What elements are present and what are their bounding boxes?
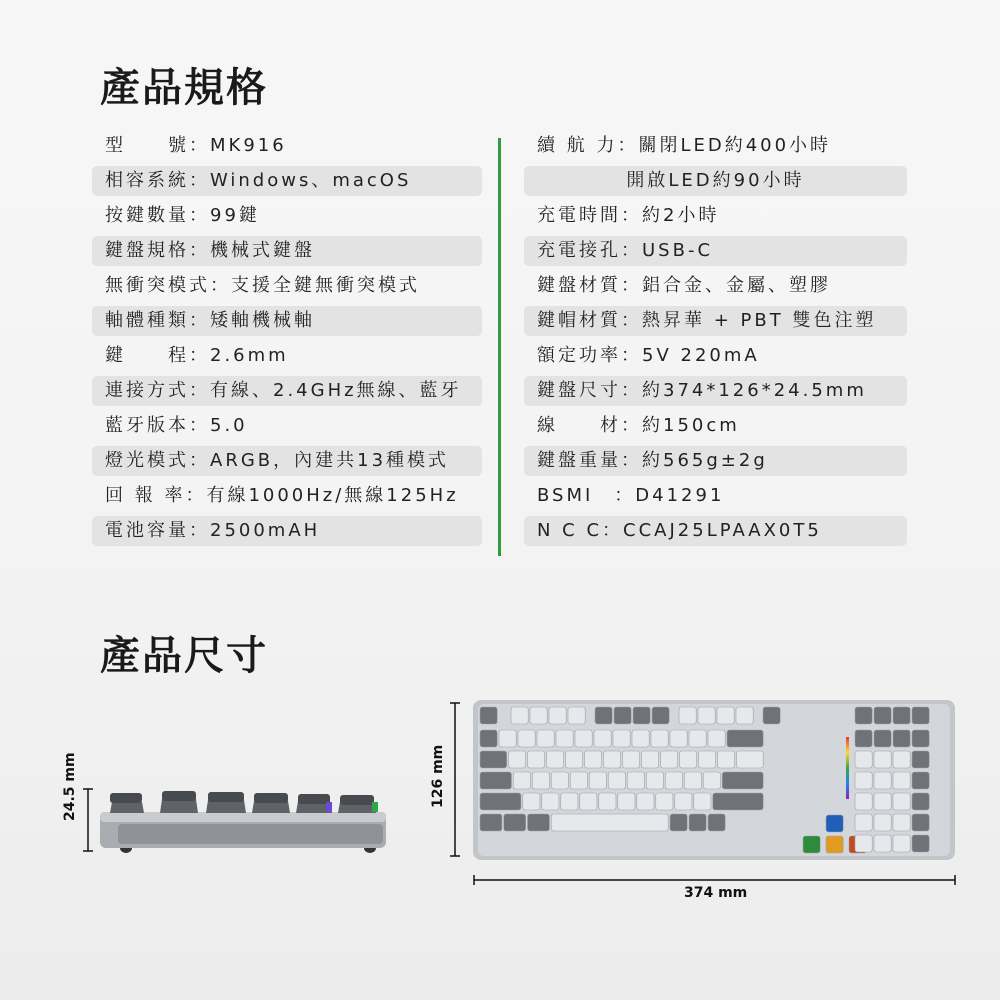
keycap (651, 730, 668, 747)
keycap (646, 772, 663, 789)
spec-row: 藍牙版本：5.0 (105, 415, 248, 436)
keycap (893, 793, 910, 810)
keycap (874, 730, 891, 747)
keycap (763, 707, 780, 724)
keycap (608, 772, 625, 789)
keycap (826, 836, 843, 853)
keycap (518, 730, 535, 747)
spec-row: 軸體種類：矮軸機械軸 (92, 306, 482, 336)
spec-row: 無衝突模式：支援全鍵無衝突模式 (105, 275, 420, 296)
keycap (855, 835, 872, 852)
length-dimension-bracket (474, 875, 955, 885)
height-dimension-label: 24.5 mm (62, 752, 78, 821)
keycap (504, 814, 526, 831)
spec-section-title: 產品規格 (100, 65, 268, 111)
keycap (912, 793, 929, 810)
keycap (480, 814, 502, 831)
keycap (566, 751, 583, 768)
keycap (532, 772, 549, 789)
keycap (713, 793, 763, 810)
keycap (874, 835, 891, 852)
keycap (523, 793, 540, 810)
spec-row: 鍵盤規格：機械式鍵盤 (92, 236, 482, 266)
spec-row: 鍵盤重量：約565g±2g (524, 446, 907, 476)
keycap (509, 751, 526, 768)
keycap (599, 793, 616, 810)
keycap (684, 772, 701, 789)
keycap (826, 815, 843, 832)
spec-row: 相容系統：Windows、macOS (92, 166, 482, 196)
keycap (718, 751, 735, 768)
keycap (568, 707, 585, 724)
keyboard-side-view-image (100, 791, 386, 853)
spec-row: 回 報 率：有線1000Hz/無線125Hz (105, 485, 459, 506)
keycap (912, 707, 929, 724)
spec-row: 線 材：約150cm (537, 415, 740, 436)
keycap (679, 707, 696, 724)
keycap (670, 730, 687, 747)
spec-row: N C C：CCAJ25LPAAX0T5 (524, 516, 907, 546)
keycap (874, 793, 891, 810)
spec-row: 電池容量：2500mAH (92, 516, 482, 546)
keycap (551, 814, 668, 831)
spec-row: 充電時間：約2小時 (537, 205, 720, 226)
keycap (699, 751, 716, 768)
spec-row: 按鍵數量：99鍵 (105, 205, 260, 226)
keycap (618, 793, 635, 810)
keycap (736, 707, 753, 724)
keycap (556, 730, 573, 747)
keycap (675, 793, 692, 810)
keycap (537, 730, 554, 747)
keycap (549, 707, 566, 724)
keycap (670, 814, 687, 831)
spec-row: 充電接孔：USB-C (524, 236, 907, 266)
keycap (542, 793, 559, 810)
keycap (665, 772, 682, 789)
keycap (589, 772, 606, 789)
keycap (689, 730, 706, 747)
width-dimension-bracket (450, 703, 460, 856)
keycap (594, 730, 611, 747)
keycap (642, 751, 659, 768)
keycap (855, 814, 872, 831)
keycap (893, 835, 910, 852)
keycap (855, 730, 872, 747)
keycap (595, 707, 612, 724)
keycap (499, 730, 516, 747)
keycap (585, 751, 602, 768)
keycap (893, 772, 910, 789)
keycap (689, 814, 706, 831)
keycap (722, 772, 763, 789)
keycap (604, 751, 621, 768)
keycap (717, 707, 734, 724)
keycap (480, 751, 507, 768)
keycap (661, 751, 678, 768)
keycap (513, 772, 530, 789)
keycap (708, 814, 725, 831)
keycap (912, 835, 929, 852)
keycap (855, 772, 872, 789)
keycap (570, 772, 587, 789)
keycap (627, 772, 644, 789)
keycap (480, 730, 497, 747)
keycap (703, 772, 720, 789)
spec-row: 型 號：MK916 (105, 135, 287, 156)
keycap (680, 751, 697, 768)
keycap (480, 707, 497, 724)
keycap (708, 730, 725, 747)
spec-row: 連接方式：有線、2.4GHz無線、藍牙 (92, 376, 482, 406)
keycap (613, 730, 630, 747)
keycap (874, 751, 891, 768)
keycap (727, 730, 763, 747)
height-dimension-bracket (83, 789, 93, 851)
keycap (637, 793, 654, 810)
keycap (874, 772, 891, 789)
keycap (694, 793, 711, 810)
keycap (561, 793, 578, 810)
keycap (874, 814, 891, 831)
keycap (912, 730, 929, 747)
spec-row: 開啟LED約90小時 (524, 166, 907, 196)
keycap (480, 772, 511, 789)
spec-row: 鍵 程：2.6mm (105, 345, 289, 366)
keycap (874, 707, 891, 724)
spec-row: BSMI ：D41291 (537, 485, 725, 506)
keycap (528, 814, 550, 831)
keycap (580, 793, 597, 810)
keycap (614, 707, 631, 724)
keycap (547, 751, 564, 768)
spec-row: 額定功率：5V 220mA (537, 345, 760, 366)
keycap (623, 751, 640, 768)
keycap (656, 793, 673, 810)
keycap (893, 814, 910, 831)
keyboard-top-view-image (473, 700, 955, 860)
keycap (528, 751, 545, 768)
keycap (737, 751, 764, 768)
width-dimension-label: 126 mm (430, 744, 446, 808)
keycap (855, 793, 872, 810)
keycap (480, 793, 521, 810)
keycap (551, 772, 568, 789)
keycap (575, 730, 592, 747)
spec-row: 續 航 力：關閉LED約400小時 (537, 135, 832, 156)
keycap (803, 836, 820, 853)
keycap (893, 730, 910, 747)
keycap (698, 707, 715, 724)
spec-row: 鍵盤材質：鋁合金、金屬、塑膠 (537, 275, 831, 296)
keycap (511, 707, 528, 724)
keycap (633, 707, 650, 724)
keycap (893, 751, 910, 768)
spec-row: 鍵帽材質：熱昇華 + PBT 雙色注塑 (524, 306, 907, 336)
keycap (912, 814, 929, 831)
spec-row: 鍵盤尺寸：約374*126*24.5mm (524, 376, 907, 406)
spec-row: 燈光模式：ARGB，內建共13種模式 (92, 446, 482, 476)
keycap (912, 772, 929, 789)
keycap (632, 730, 649, 747)
keycap (855, 707, 872, 724)
keycap (530, 707, 547, 724)
keycap (652, 707, 669, 724)
keycap (912, 751, 929, 768)
length-dimension-label: 374 mm (684, 885, 748, 901)
keycap (893, 707, 910, 724)
keycap (855, 751, 872, 768)
dimension-section-title: 產品尺寸 (100, 633, 268, 679)
